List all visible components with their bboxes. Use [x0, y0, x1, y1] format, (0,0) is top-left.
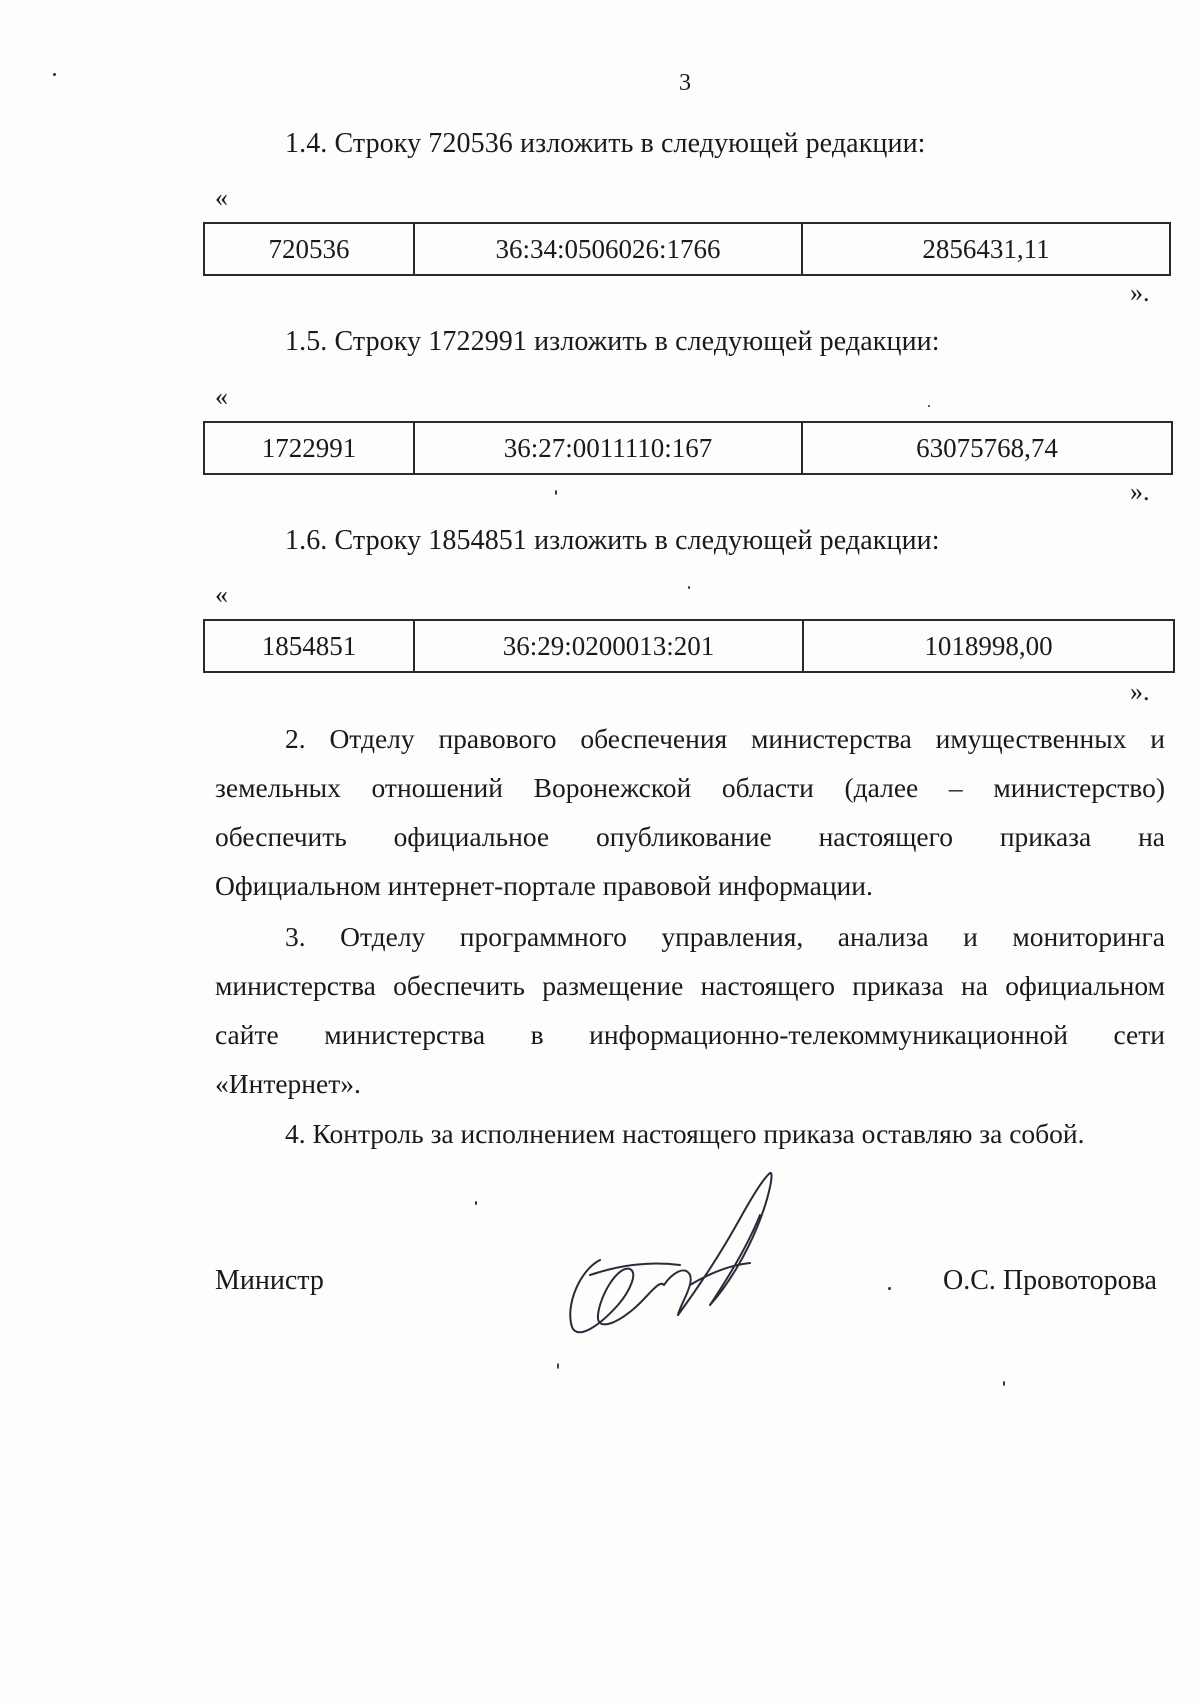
close-quote: ». [1130, 477, 1150, 506]
close-quote: ». [1130, 278, 1150, 307]
amendment-heading: 1.6. Строку 1854851 изложить в следующей редакции: [285, 525, 940, 556]
table-row [204, 223, 1170, 275]
table-cell-row-number: 1854851 [204, 620, 414, 672]
table-cell-cadastral-number: 36:27:0011110:167 [414, 422, 802, 474]
page-number: 3 [679, 70, 691, 96]
table-cell-value: 2856431,11 [802, 223, 1170, 275]
amendment-table [203, 222, 1171, 276]
scan-speck [1003, 1381, 1005, 1386]
table-cell-row-number: 720536 [204, 223, 414, 275]
paragraph-line: 2. Отделу правового обеспечения министерства имущественных и [285, 723, 1165, 754]
paragraph-line: 3. Отделу программного управления, анализа и мониторинга [285, 921, 1165, 952]
signatory-position: Министр [215, 1265, 324, 1296]
paragraph-line: Официальном интернет-портале правовой информации. [215, 870, 873, 901]
paragraph-line: «Интернет». [215, 1068, 361, 1099]
scan-speck [475, 1201, 477, 1205]
amendment-heading: 1.5. Строку 1722991 изложить в следующей редакции: [285, 326, 940, 357]
table-row [204, 620, 1174, 672]
open-quote: « [215, 580, 228, 609]
handwritten-signature [560, 1165, 820, 1345]
paragraph-line: обеспечить официальное опубликование настоящего приказа на [215, 821, 1165, 852]
amendment-table [203, 421, 1173, 475]
scan-speck [53, 73, 56, 76]
paragraph-website [215, 912, 1165, 1108]
table-cell-row-number: 1722991 [204, 422, 414, 474]
scan-speck [555, 490, 557, 495]
paragraph-publication [215, 714, 1165, 910]
paragraph-line: министерства обеспечить размещение настоящего приказа на официальном [215, 970, 1165, 1001]
table-cell-cadastral-number: 36:29:0200013:201 [414, 620, 803, 672]
close-quote: ». [1130, 677, 1150, 706]
paragraph-line: земельных отношений Воронежской области (далее – министерство) [215, 772, 1165, 803]
table-cell-cadastral-number: 36:34:0506026:1766 [414, 223, 802, 275]
table-cell-value: 63075768,74 [802, 422, 1172, 474]
paragraph-line: сайте министерства в информационно-телекоммуникационной сети [215, 1019, 1165, 1050]
paragraph-line: 4. Контроль за исполнением настоящего приказа оставляю за собой. [285, 1118, 1085, 1149]
amendment-table [203, 619, 1175, 673]
open-quote: « [215, 382, 228, 411]
scan-speck [888, 1287, 891, 1290]
scan-speck [928, 405, 930, 407]
scan-speck [557, 1363, 559, 1369]
scan-speck [688, 586, 690, 589]
amendment-heading: 1.4. Строку 720536 изложить в следующей редакции: [285, 128, 926, 159]
table-row [204, 422, 1172, 474]
signatory-name: О.С. Провоторова [943, 1265, 1157, 1296]
table-cell-value: 1018998,00 [803, 620, 1174, 672]
open-quote: « [215, 183, 228, 212]
paragraph-control [215, 1109, 1165, 1158]
